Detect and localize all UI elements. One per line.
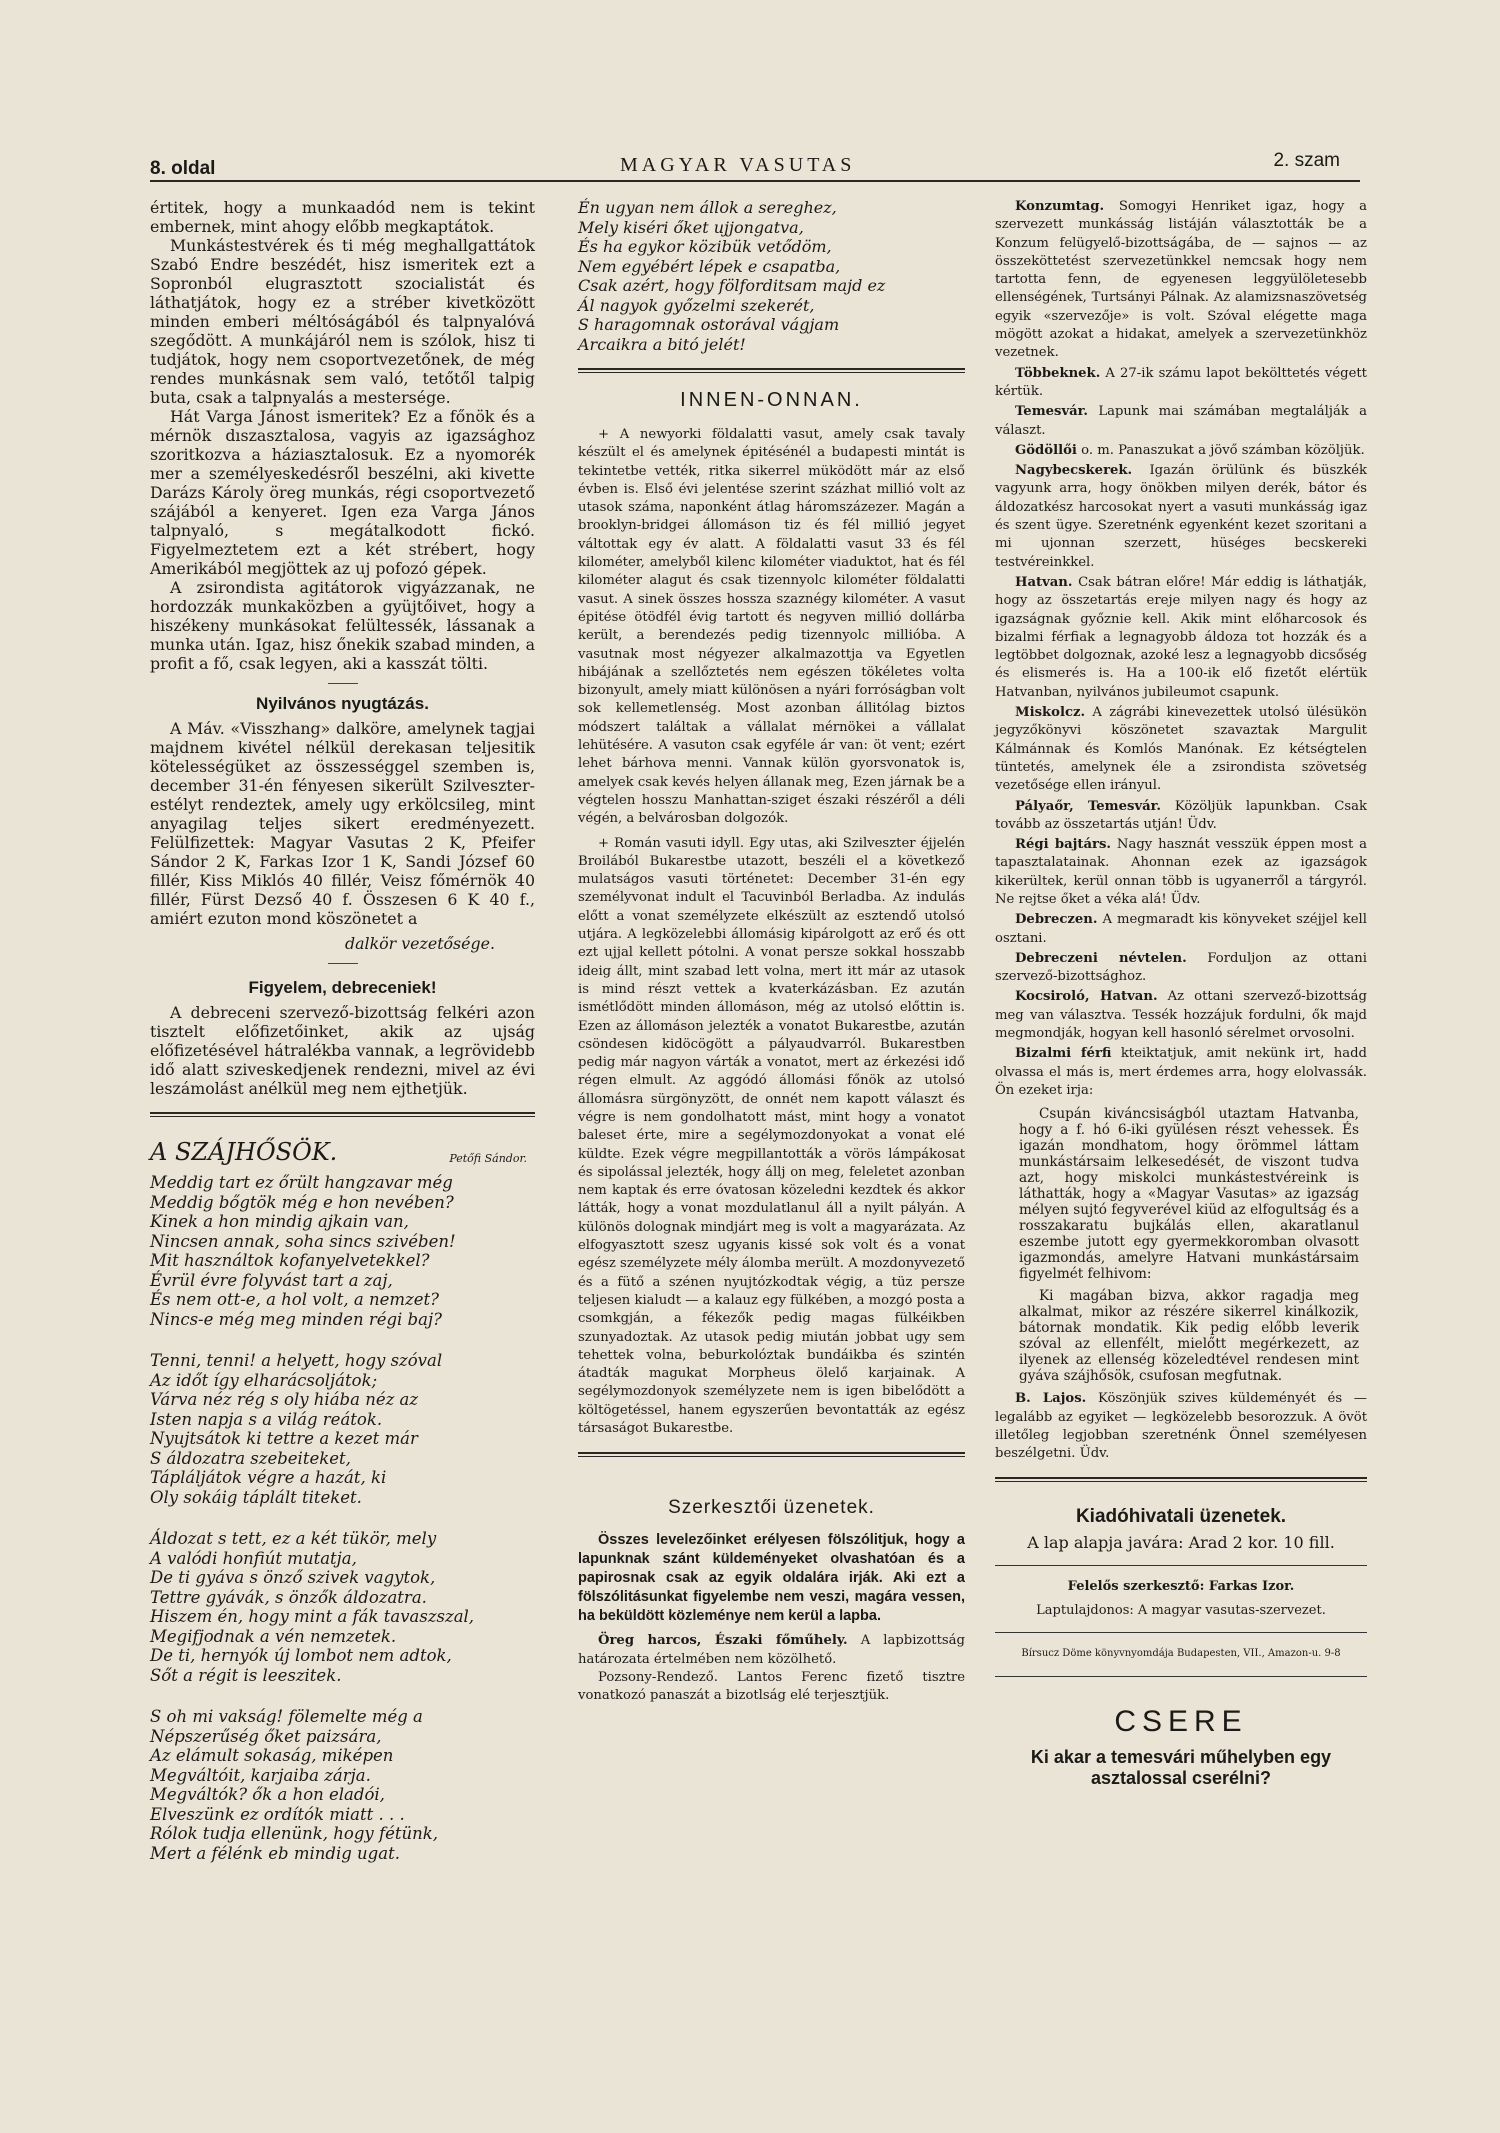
reply-item [995,704,1367,795]
page-header [150,148,1360,178]
reply-text: A megmaradt kis könyveket széjjel kell osztani. [995,912,1367,946]
poem-line: S áldozatra szebeiteket, [150,1448,351,1468]
paragraph: Hát Varga Jánost ismeritek? Ez a főnök és a mérnök dıszasztalosa, vagyis az igazsághoz szoritkozva a háziasztalosuk. Ez a nyomorék mer a személyeskedésről beszélni, aki kivette Darázs Károly öreg munkás, régi csoportvezető szájából a kenyeret. Igen eza Varga János talpnyaló, s megátalkodott fickó. Figyelmeztetem ezt a két strébert, hogy Amerikából megjöttek az uj pofozó gépek. [150,407,535,578]
reply-text: Forduljon az ottani szervező-bizottsághoz. [995,950,1368,985]
reply-name: Bizalmi férfi [1015,1046,1112,1062]
poem-line: Várva néz rég s oly hiába néz az [150,1390,419,1409]
divider [995,1565,1367,1566]
poem-line: Évrül évre folyvást tart a zaj, [150,1270,393,1290]
poem-line: A valódi honfiút mutatja, [150,1548,357,1568]
reply-text: Köszönjük szives küldeményét és — legalább az egyiket — legközelebb besorozzuk. A övöt illetőleg legjobban szeretnénk Önnel személyesen beszélgetni. Üdv. [995,1391,1367,1462]
poem-line: Megváltók? ők a hon eladói, [150,1785,385,1804]
double-rule [995,1477,1367,1482]
poem-line: Nincs-e még meg minden régi baj? [150,1309,442,1329]
reply-name: Hatvan. [1015,574,1073,590]
reply-text: Lapunk mai számában megtalálják a választ. [995,404,1367,438]
poem-heading [150,1138,535,1173]
reply-item [995,1390,1367,1463]
double-rule [578,368,965,373]
reply-text: o. m. Panaszukat a jövő számban közöljük. [1081,442,1365,458]
reply-name: Gödöllői [1015,442,1077,458]
signature: dalkör vezetősége. [345,934,495,953]
notice-text: A lapbizottság határozata értelmében nem közölhető. [578,1633,965,1667]
poem-line: Tettre gyávák, s önzők áldozatra. [150,1587,427,1607]
poem-stanza [150,1173,535,1329]
editor-credit: Felelős szerkesztő: Farkas Izor. [1067,1578,1295,1594]
poem-line: Arcaikra a bitó jelét! [578,334,746,354]
reply-item [995,198,1367,363]
poem-line: Hiszem én, hogy mint a fák tavaszszal, [150,1607,475,1626]
reply-name: Miskolcz. [1015,705,1086,721]
printer-credit: Bírsucz Döme könyvnyomdája Budapesten, VII., Amazon-u. 9-8 [1021,1648,1341,1660]
poem-line: Csak azért, hogy fölforditsam majd ez [578,276,886,295]
reply-text: A 27-ik számu lapot bekölttetés végett kértük. [995,365,1367,399]
section-title-nyilvanos: Nyilvános nyugtázás. [256,694,429,713]
paragraph: Munkástestvérek és ti még meghallgattátok Szabó Endre beszédét, hisz ismeritek ezt a Sopronból elugrasztott szocialistát és láthatjátok, hogy ez a stréber kivetközött minden emberi méltóságából és talpnyalóvá szegődött. A munkájáról nem is szólok, hisz ti tudjátok, hogy nem csoportvezetőnek, de még rendes munkásnak sem való, tetőtől talpig buta, csak a talpnyalás a mestersége. [150,236,535,407]
poem-stanza [150,1529,535,1685]
reply-text: Somogyi Henriket igaz, hogy a szervezett munkásság listáján választották be a Konzum felügyelő-bizottságába, de — sajnos — az összeköttetést szervezetünkkel nemcsak hogy nem tartotta fenn, de egyenesen leggyülöletesebb ellenségének, Turtsányi Pálnak. Az alamizsnaszövetség egyik «szervezője» is volt. Szóval elégette maga mögött azokat a hidakat, amelyek a szervezetünkhöz vezetnek. [995,199,1367,361]
issue-number: 2. szam [1273,150,1340,171]
reply-text: Csak bátran előre! Már eddig is láthatják, hogy az összetartás ereje milyen nagy és hogy az igazságnak győznie kell. Akik mint előharcosok és bizalmi férfiak a legnagyobb áldoza tot hozzák és a legtöbbet dolgoznak, azoké lesz a legnagyobb dicsőség és elismerés is. Ha a 100-ik elő fizetőt elértük Hatvanban, nyilvános jubileumot csapunk. [995,574,1367,700]
paragraph: A debreceni szervező-bizottság felkéri azon tisztelt előfizetőinket, akik az ujság előfizetésével hátralékba vannak, a legrövidebb idő alatt sziveskedjenek rendezni, mivel az évi leszámolást anélkül meg nem ejthetjük. [150,1003,535,1098]
poem-line: Nyujtsátok ki tettre a kezet már [150,1429,418,1448]
poem-line: Nincsen annak, soha sincs szivében! [150,1231,456,1251]
paragraph: A Máv. «Visszhang» dalköre, amelynek tagjai majdnem kivétel nélkül derekasan teljesitik kötelességüket az összességgel szemben is, december 31-én fényesen sikerült Szilveszter-estélyt rendeztek, amely ugy erkölcsileg, mint anyagilag teljes sikert eredményezett. Felülfizettek: Magyar Vasutas 2 K, Pfeifer Sándor 2 K, Farkas Izor 1 K, Sandi József 60 fillér, Kiss Miklós 40 fillér, Veisz főmérnök 40 fillér, Fürst Dezső 40 f. Összesen 6 K 40 f., amiért ezuton mond köszönetet a [150,719,535,928]
reply-item [995,798,1367,835]
page-number: 8. oldal [150,158,216,179]
ad-text-csere: Ki akar a temesvári műhelyben egy asztalossal cserélni? [1030,1746,1332,1788]
reply-name: Régi bajtárs. [1015,837,1112,853]
section-title-kiadohivatali: Kiadóhivatali üzenetek. [1075,1506,1287,1528]
publisher-note: A lap alapja javára: Arad 2 kor. 10 fill. [1027,1533,1335,1553]
news-item: + A newyorki földalatti vasut, amely csak tavaly készült el és amelynek épitésénél a budapesti mintát is tekintetbe vették, ritka sikerrel müködött már az első évben is. Első évi jelentése szerint százhat millió volt az utasok száma, naponként átlag háromszázezer. Magán a brooklyn-bridgei állomáson tiz és fél millió jegyet váltottak egy év alatt. A földalatti vasut 33 és fél kilométer, amelyből kilenc kilométer viaduktot, hat és fél kilométer alagut és csak tizennyolc kilométer földalatti vasut. A sinek összes hossza szaznégy kilométer. A vasut épitése ötödfél évig tartott és negyven millió dollárba került, a berendezés pedig tizennyolc millióba. A vasutnak most négyezer alkalmazottja va Egyetlen hibájának a szellőztetés nem egészen tökéletes volta bizonyult, amely miatt különösen a nyári forróságban volt sok kellemetlenség. Most azonban állitólag biztos módszert találtak a vállalat mérnökei a vállalat lehütésére. A vasuton csak egyféle ár van: öt vent; ezért lehet bárhova menni. Vannak külön gyorsvonatok is, amelyek csak kevés helyen állanak meg, Ezen járnak be a végtelen hosszu Manhattan-sziget északi részéről a déli végén, a belvárosban dolgozók. [578,427,965,827]
poem-line: Rólok tudja ellenünk, hogy fétünk, [150,1824,438,1843]
poem-stanza [150,1707,535,1863]
section-title-figyelem: Figyelem, debreceniek! [248,978,437,997]
poem-line: Elveszünk ez ordítók miatt . . . [150,1804,405,1824]
notice-item: Pozsony-Rendező. Lantos Ferenc fizető tisztre vonatkozó panaszát a bizotlság elé terjesztjük. [578,1669,965,1704]
masthead-title: MAGYAR VASUTAS [620,154,856,176]
poem-line: Ál nagyok győzelmi szekerét, [578,295,815,315]
reply-item [995,403,1367,440]
reply-name: Többeknek. [1015,365,1101,381]
reply-name: Debreczen. [1015,912,1098,928]
column-middle [578,198,965,1706]
reply-name: Nagybecskerek. [1015,463,1133,479]
reply-name: B. Lajos. [1015,1391,1087,1407]
poem-author: Petőfi Sándor. [449,1152,527,1165]
reply-item [995,911,1367,948]
reply-item [995,462,1367,572]
poem-line: Tápláljátok végre a hazát, ki [150,1468,387,1487]
header-rule [150,180,1360,182]
poem-line: Az elámult sokaság, miképen [150,1746,394,1765]
poem-line: Áldozat s tett, ez a két tükör, mely [150,1529,437,1548]
poem-line: Meddig bőgtök még e hon nevében? [150,1192,454,1212]
notice-name: Öreg harcos, Északi főműhely. [598,1633,848,1649]
reply-text: kteiktatjuk, amit nekünk irt, hadd olvassa el más is, mert érdemes arra, hogy elolvassák. Ön ezeket irja: [995,1046,1368,1098]
poem-line: Kinek a hon mindig ajkain van, [150,1212,409,1231]
poem-line: Az időt így elharácsoljátok; [150,1370,378,1390]
quoted-letter: Ki magában bizva, akkor ragadja meg alkalmat, mikor az részére sikerrel kinálkozik, bátornak mondatik. Kik pedig előbb leverik szóval az ellenfélt, mielőtt megérkezett, az ilyenek az ellenség közeledtével rendesen mint gyáva szájhősök, csufosan megfutnak. [1019,1288,1359,1385]
reply-name: Pályaőr, Temesvár. [1015,798,1161,814]
double-rule [578,1452,965,1457]
poem-line: De ti, hernyók új lombot nem adtok, [150,1646,452,1665]
double-rule [150,1112,535,1117]
paragraph: értitek, hogy a munkaadód nem is tekint embernek, mint ahogy előbb megkaptátok. [150,198,535,236]
reply-name: Debreczeni névtelen. [1015,950,1187,966]
reply-text: A zágrábi kinevezettek utolsó ülésükön jegyzőkönyvi köszönetet szavaztak Margulit Kálmánnak és Komlós Manónak. Ez kétségtelen tüntetés, amelynek éle a zsirondista szövetség vezetősége ellen irányul. [995,705,1367,794]
reply-item [995,574,1367,702]
poem-line: Megifjodnak a vén nemzetek. [150,1626,397,1646]
poem-line: S haragomnak ostorával vágjam [578,315,840,334]
poem-line: Isten napja s a világ reátok. [150,1409,383,1429]
owner-credit: Laptulajdonos: A magyar vasutas-szervezet. [1036,1603,1326,1619]
reply-text: Nagy hasznát vesszük éppen most a tapasztalatainak. Ahonnan ezek az igazságok kikerültek, kerül onnan több is ugyanerről a tárgyról. Ne rejtse őket a véka alá! Üdv. [995,837,1367,907]
column-left [150,198,535,1863]
poem-line: Nem egyébért lépek e csapatba, [578,256,841,276]
reply-name: Temesvár. [1015,404,1088,420]
reply-item [995,442,1367,460]
poem-line: Népszerűség őket paizsára, [150,1726,382,1746]
poem-line: És ha egykor közibük vetődöm, [578,237,832,256]
divider [328,963,358,964]
reply-item [995,950,1367,987]
reply-text: Igazán örülünk és büszkék vagyunk arra, hogy önökben milyen derék, bátor és áldozatkész harcosokat nyert a vasuti munkásság igaz és szent ügye. Szeretnénk egyenként kezet szoritani a mi ujonnan szerzett, hüséges becskereki testvéreinkkel. [995,463,1367,570]
reply-item [995,836,1367,909]
news-item: + Román vasuti idyll. Egy utas, aki Szilveszter éjjelén Broilából Bukarestbe utazott, beszéli el a következő mulatságos vasuti történetet: December 31-én egy személyvonat indult el Tacuvinból Berladba. Az indulás előtt a vonat személyzete elkészült az esztendő utolsó utjára. A legközelebbi állomásig kipárolgott az erő és ott ezt ujjal kellett pótolni. A vonat persze sokkal hosszabb ideig állt, mint szabad lett volna, mert itt már az utasok is mind részt vettek a kvaterkázásban. Ez azután ismétlődött minden állomáson, még az utolsó előttin is. Ezen az állomáson jelezték a vonatot Bukarestbe, azután csöndesen kidöcögött a pályaudvarról. Bukarestben pedig már nagyon várták a vonatot, mert az érkezési idő régen elmult. Az aggódó állomási főnök az utolsó állomásra sürgönyzött, de onnét nem kapott választ és végre is nem gondolhatott mást, mint hogy a vonatot baleset érte, mire a segélymozdonyokat a vonat elé küldte. Ezek végre megpillantották a vörös lámpákosat és sipolással jelezték, hogy állj on meg, feleletet azonban nem kaptak és erre óvatosan közeledni kezdtek és akkor látták, hogy a vonat mozdulatlanul áll a nyilt pályán. A különös dolognak mindjárt meg is volt a magyarázata. Az elfogyasztott szesz ugyanis kissé sok volt és a vonat egész személyzete mély álomba merült. A mozdonyvezető és a fütő a szénen nyujtózkodtak végig, a tüz persze teljesen kialudt — a kalauz egy fülkében, a mozgó posta a csomkgján, a fékezők pedig magas fülkéikben szunyadoztak. Az utasok pedig miután jobbat ugy sem tehettek volna, beburkolóztak bundáikba és szintén átadták magukat Morpheus ölelő karjainak. A segélymozdonyok személyzete nem is igen bibelődött a költögetéssel, hanem egyszerűen bevontatták az egész társaságot Bukarestbe. [578,835,965,1437]
poem-line: De ti gyáva s önző szivek vagytok, [150,1568,436,1587]
poem-stanza [150,1351,535,1507]
poem-stanza [578,198,965,354]
section-title-szerkesztoi: Szerkesztői üzenetek. [668,1497,875,1519]
reply-item [995,1045,1367,1100]
poem-line: Sőt a régit is leeszitek. [150,1665,342,1685]
quoted-letter: Csupán kiváncsiságból utaztam Hatvanba, hogy a f. hó 6-iki gyülésen részt vehessek. És igazán mondhatom, hogy örömmel láttam munkástársaim lelkesedését, de viszont tudva azt, hogy miskolci munkástestvéreink is láthatták, hogy a «Magyar Vasutas» az igazság mélyen sujtó fegyverével kiüd az elfogultság és a rosszakaratu bujkálás ellen, akaratlanul eszembe jutott egy gyermekkoromban olvasott igazmondás, amelyre Hatvani munkástársaim figyelmét felhivom: [1019,1106,1359,1283]
reply-item [995,365,1367,402]
ad-title-csere: CSERE [1114,1704,1248,1738]
divider [328,683,358,684]
reply-name: Konzumtag. [1015,199,1105,214]
poem-line: Mely kiséri őket ujjongatva, [578,217,804,237]
notice-item [578,1632,965,1669]
reply-text: Közöljük lapunkban. Csak tovább az összetartás utján! Üdv. [995,798,1367,832]
reply-name: Kocsiroló, Hatvan. [1015,989,1158,1005]
poem-line: Megváltóit, karjaiba zárja. [150,1765,371,1785]
poem-line: Mit használtok kofanyelvetekkel? [150,1251,430,1270]
poem-line: Én ugyan nem állok a sereghez, [578,198,837,217]
poem-line: Meddig tart ez őrült hangzavar még [150,1173,453,1192]
reply-item [995,988,1367,1043]
divider [995,1632,1367,1633]
poem-line: Mert a félénk eb mindig ugat. [150,1843,400,1863]
column-right [995,198,1367,1789]
paragraph: A zsirondista agitátorok vigyázzanak, ne hordozzák munkaközben a gyüjtőivet, hogy a hiszékeny munkásokat felültessék, lássanak a munka után. Igaz, hisz őnekik szabad minden, a profit a fő, csak legyen, aki a kasszát tölti. [150,578,535,673]
poem-line: S oh mi vakság! fölemelte még a [150,1707,423,1726]
poem-title: A SZÁJHŐSÖK. [150,1138,338,1166]
section-title-innen-onnan: INNEN-ONNAN. [680,389,863,411]
poem-line: Oly sokáig táplált titeket. [150,1487,362,1507]
reply-text: Az ottani szervező-bizottság meg van választva. Tessék hozzájuk fordulni, ők majd megmondják, hogyan kell hasonló sérelmet orvosolni. [995,989,1367,1042]
notice-bold: Összes levelezőinket erélyesen fölszólitjuk, hogy a lapunknak szánt küldeményeket olvashatóan és a papirosnak csak az egyik oldalára irják. Aki ezt a fölszólitásunkat figyelembe nem veszi, magára vessen, ha beküldött közleménye nem kerül a lapba. [578,1532,965,1625]
divider [995,1676,1367,1677]
poem-line: Tenni, tenni! a helyett, hogy szóval [150,1351,443,1370]
poem-line: És nem ott-e, a hol volt, a nemzet? [150,1290,439,1309]
